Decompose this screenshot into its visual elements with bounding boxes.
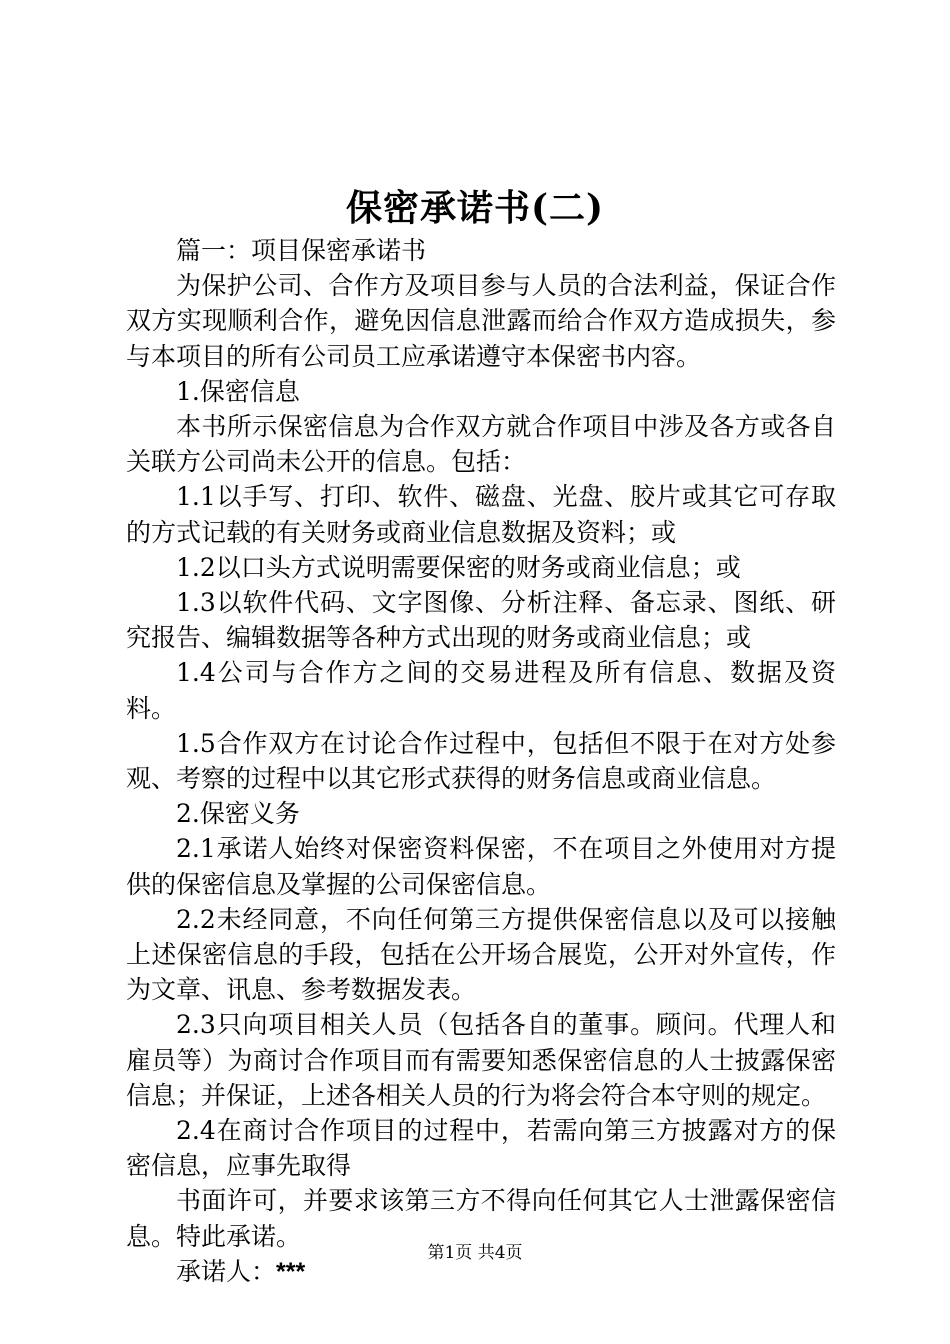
section-heading-part-one: 篇一：项目保密承诺书 xyxy=(176,236,427,265)
document-title: 保密承诺书(二) xyxy=(345,187,605,229)
clause-1-2: 1.2以口头方式说明需要保密的财务或商业信息；或 xyxy=(176,552,741,582)
clause-1-4: 1.4公司与合作方之间的交易进程及所有信息、数据及资料。 xyxy=(126,658,836,723)
intro-paragraph: 为保护公司、合作方及项目参与人员的合法利益，保证合作双方实现顺利合作，避免因信息泄露而给合作双方造成损失，参与本项目的所有公司员工应承诺遵守本保密书内容。 xyxy=(126,271,836,371)
section-heading-obligations: 2.保密义务 xyxy=(176,799,300,829)
clause-2-4-continued: 书面许可，并要求该第三方不得向任何其它人士泄露保密信息。特此承诺。 xyxy=(126,1186,836,1251)
clause-1-1: 1.1以手写、打印、软件、磁盘、光盘、胶片或其它可存取的方式记载的有关财务或商业信息数据及资料；或 xyxy=(126,482,836,547)
clause-2-4: 2.4在商讨合作项目的过程中，若需向第三方披露对方的保密信息，应事先取得 xyxy=(126,1116,836,1181)
clause-1-5: 1.5合作双方在讨论合作过程中，包括但不限于在对方处参观、考察的过程中以其它形式获得的财务信息或商业信息。 xyxy=(126,728,836,794)
clause-2-2: 2.2未经同意，不向任何第三方提供保密信息以及可以接触上述保密信息的手段，包括在公开场合展览，公开对外宣传，作为文章、讯息、参考数据发表。 xyxy=(126,904,836,1005)
confidential-info-definition: 本书所示保密信息为合作双方就合作项目中涉及各方或各自关联方公司尚未公开的信息。包括： xyxy=(126,412,836,477)
section-heading-confidential-info: 1.保密信息 xyxy=(176,376,300,406)
signer-label: 承诺人： xyxy=(176,1256,277,1286)
clause-1-3: 1.3以软件代码、文字图像、分析注释、备忘录、图纸、研究报告、编辑数据等各种方式出现的财务或商业信息；或 xyxy=(126,588,836,653)
page-footer: 第1页 共4页 xyxy=(427,1243,523,1263)
signer-value: *** xyxy=(276,1257,306,1286)
clause-2-3: 2.3只向项目相关人员（包括各自的董事。顾问。代理人和雇员等）为商讨合作项目而有需要知悉保密信息的人士披露保密信息；并保证，上述各相关人员的行为将会符合本守则的规定。 xyxy=(126,1010,836,1110)
clause-2-1: 2.1承诺人始终对保密资料保密，不在项目之外使用对方提供的保密信息及掌握的公司保密信息。 xyxy=(126,834,836,899)
document-body xyxy=(126,233,836,1290)
